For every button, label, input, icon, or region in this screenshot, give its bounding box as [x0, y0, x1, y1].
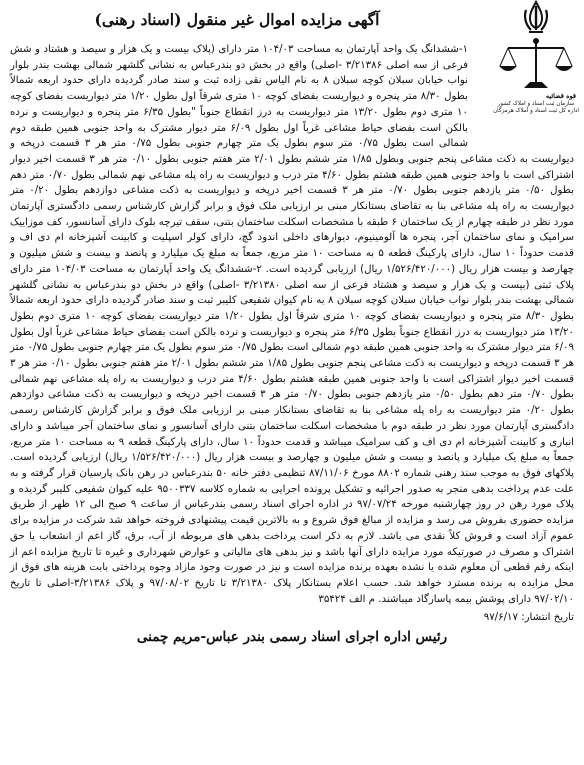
judiciary-emblem [490, 0, 582, 115]
scales-of-justice-icon [496, 36, 576, 92]
org-line-1: سازمان ثبت اسناد و املاک کشور [497, 101, 575, 107]
notice-title: آگهی مزایده اموال غیر منقول (اسناد رهنی) [94, 10, 380, 29]
org-line-2: اداره کل ثبت اسناد و املاک هرمزگان [493, 108, 579, 114]
signature: رئیس اداره اجرای اسناد رسمی بندر عباس-مریم چمنی [136, 629, 448, 646]
org-top-label: قوه قضائیه [545, 92, 576, 100]
notice-body: ۱-ششدانگ یک واحد آپارتمان به مساحت ۱۰۴/۰۳ متر دارای (پلاک بیست و یک هزار و سیصد و هشتاد و شش فرعی از سه اصلی ۳/۲۱۳۸۶ -اصلی) واقع در بخش دو بندرعباس به نشانی گلشهر شمالی بهشت بندر بلوار نواب خیابان سبلان کوچه سبلان ۸ به نام الیاس نقی زاده ثبت و سند صادر گردیده دارای حدود اربعه شمالاً بطول ۸/۳۰ متر پنجره و دیواریست بفضای کوچه ۱۰ متری شرقاً اول بطول ۱/۲۰ متر دیواریست بفضای کوچه ۱۰ متری دوم بطول ۱۳/۲۰ متر دیواریست به درز انقطاع جنوباً "بطول ۶/۳۵ متر پنجره و دیواریست و نرده بالکن است بفضای حیاط مشاعی غرباً اول بطول ۶/۰۹ متر دیوار مشترک به واحد جنوبی همین طبقه دوم شمالی است بطول ۰/۷۵ متر سوم بطول یک متر چهارم جنوبی بطول ۰/۷۵ متر هر ۳ قسمت درپخه و دیواریست به ذکت مشاعی پنجم جنوبی وبطول ۱/۸۵ متر ششم بطول ۲/۰۱ متر هفتم جنوبی بطول ۰/۱۰ متر هر ۳ قسمت اخیر دیوار اشتراکی است با واحد جنوبی همین طبقه هشتم بطول ۴/۶۰ متر درب و دیواریست به راه پله مشاعی نهم شمالی بطول ۰/۷۰ متر دهم بطول ۰/۵۰ متر یازدهم جنوبی بطول ۰/۷۰ متر هر ۳ قسمت اخیر درپخه و دیواریست به ذکت مشاعی دوازدهم بطول ۰/۲۰ متر دیواریست به راه پله مشاعی بنا به تقاضای بستانکار مبنی بر ارزیابی ملک فوق و برابر گزارش کارشناس رسمی دادگستری آپارتمان مورد نظر در طبقه چهارم از یک ساختمان ۶ طبقه با مشخصات اسکلت ساختمان بتنی، سقف تیرچه بلوک دارای آسانسور، کف موزاییک سرامیک و نمای ساختمان آجر، پنجره ها آلومینیوم، دیوارهای داخلی اندود گچ، دارای کولر اسپلیت و کابینت آشپزخانه ام دی اف و قدمت حدوداً ۱۰ سال، دارای پارکینگ قطعه ۵ به مساحت ۱۰ متر مربع، جمعاً به مبلغ یک میلیارد و پانصد و بیست و شش میلیون و چهارصد و بیست هزار ریال (۱/۵۲۶/۴۲۰/۰۰۰ ریال) ارزیابی گردیده است. ۲-ششدانگ یک واحد آپارتمان به مساحت ۱۰۴/۰۳ متر دارای پلاک ثبتی (بیست و یک هزار و سیصد و هشتاد فرعی از سه اصلی ۳/۲۱۳۸۰ -اصلی) واقع در بخش دو بندرعباس به نشانی گلشهر شمالی بهشت بندر بلوار نواب خیابان سبلان کوچه سبلان ۸ به نام کیوان شفیعی کلیبر ثبت و سند صادر گردیده دارای حدود اربعه شمالاً بطول ۸/۳۰ متر پنجره و دیواریست بفضای کوچه ۱۰ متری شرقاً اول بطول ۱/۲۰ متر دیواریست بفضای کوچه ۱۰ متری دوم بطول ۱۳/۲۰ متر دیواریست به درز انقطاع جنوباً بطول ۶/۳۵ متر پنجره و دیواریست و نرده بالکن است بفضای حیاط مشاعی غرباً اول بطول ۶/۰۹ متر دیوار مشترک به واحد جنوبی همین طبقه دوم شمالی است بطول ۰/۷۵ متر سوم بطول یک متر چهارم جنوبی بطول ۰/۷۵ متر هر ۳ قسمت درپخه و دیواریست به ذکت مشاعی پنجم جنوبی بطول ۱/۸۵ متر ششم بطول ۲/۰۱ متر هفتم جنوبی بطول ۰/۱۰ متر هر ۳ قسمت اخیر دیوار اشتراکی است با واحد جنوبی همین طبقه هشتم بطول ۴/۶۰ متر درب و دیواریست به راه پله مشاعی نهم شمالی بطول ۰/۷۰ متر دهم بطول ۰/۵۰ متر یازدهم جنوبی بطول ۰/۷۰ متر هر ۳ قسمت اخیر درپخه و دیواریست به ذکت مشاعی دوازدهم بطول ۰/۲۰ متر دیواریست به راه پله مشاعی بنا به تقاضای بستانکار مبنی بر ارزیابی ملک فوق و برابر گزارش کارشناس رسمی دادگستری آپارتمان مورد نظر در طبقه دوم با مشخصات اسکلت ساختمان بتنی دارای آسانسور و نمای ساختمان آجر میباشد و دارای انباری و کابینت آشپزخانه ام دی اف و کف سرامیک میباشد و قدمت حدوداً ۱۰ سال، دارای پارکینگ قطعه ۹ به مساحت ۱۰ متر مربع، جمعاً به مبلغ یک میلیارد و پانصد و بیست و شش میلیون و چهارصد و بیست هزار ریال (۱/۵۲۶/۴۲۰/۰۰۰ ریال) ارزیابی گردیده است. پلاکهای فوق به موجب سند رهنی شماره ۸۸۰۲ مورخ ۸۷/۱۱/۰۶ تنظیمی دفتر خانه ۵۰ بندرعباس در رهن بانک پارسیان قرار گرفته و به علت عدم پرداخت بدهی منجر به صدور اجرائیه و تشکیل پرونده اجرایی به شماره کلاسه ۹۵۰۰۳۳۷ علیه کیوان شفیعی کلیبر گردیده و پلاک مورد رهن در روز چهارشنبه مورخه ۹۷/۰۷/۲۴ در اداره اجرای اسناد رسمی بندرعباس از ساعت ۹ صبح الی ۱۲ ظهر از طریق مزایده حضوری بفروش می رسد و مزایده از مبالغ فوق شروع و به بالاترین قیمت پیشنهادی فروخته خواهد شد شرکت در مزایده برای عموم آزاد است و فروش کلاً نقدی می باشد. لازم به ذکر است پرداخت بدهی های مربوطه از آب، برق، گاز اعم از انشعاب یا حق اشتراک و مصرف در صورتیکه مورد مزایده دارای آنها باشد و نیز بدهی های مالیاتی و عوارض شهرداری و غیره تا تاریخ مزایده اعم از اینکه رقم قطعی آن معلوم شده یا نشده بعهده برنده مزایده است و نیز در صورت وجود مازاد وجوه پرداختی بابت هزینه های فوق از محل مزایده به برنده مسترد خواهد شد. حسب اعلام بستانکار پلاک ۳/۲۱۳۸۰ تا تاریخ ۹۷/۰۸/۰۲ و پلاک ۳/۲۱۳۸۶-اصلی تا تاریخ ۹۷/۰۲/۱۰ دارای پوشش بیمه پاسارگاد میباشند. م الف ۳۵۴۲۴ [10, 44, 575, 605]
iran-emblem-icon [521, 0, 551, 36]
publication-date: تاریخ انتشار: ۹۷/۶/۱۷ [483, 612, 574, 624]
